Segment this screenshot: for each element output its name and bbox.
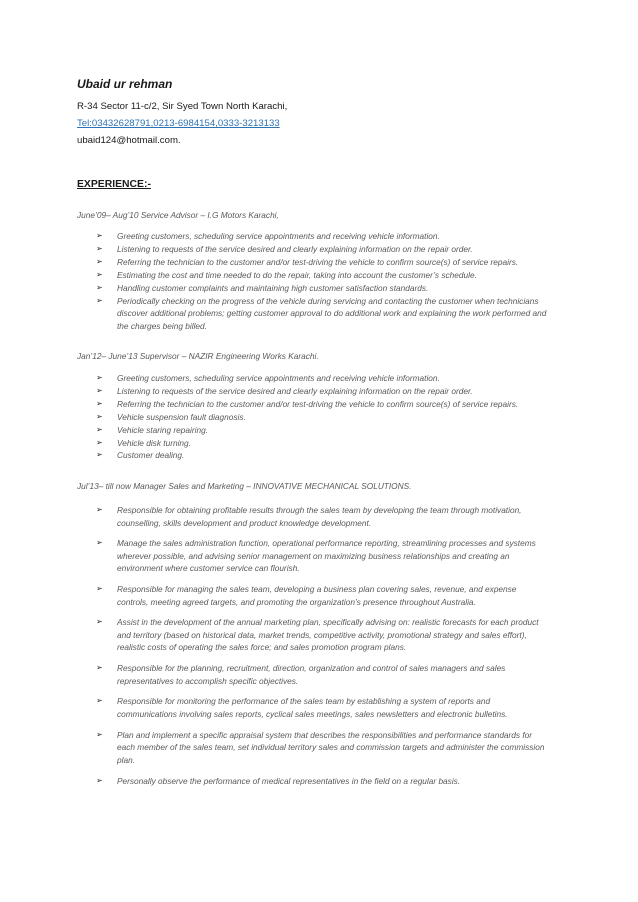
duty-item <box>96 243 556 256</box>
duty-text: Customer dealing. <box>117 450 185 461</box>
arrow-bullet-icon: ➢ <box>96 231 103 240</box>
arrow-bullet-icon: ➢ <box>96 617 103 627</box>
arrow-bullet-icon: ➢ <box>96 729 103 739</box>
duty-text: Estimating the cost and time needed to do the repair, taking into account the customer’s schedule. <box>117 269 477 280</box>
duty-item <box>96 504 550 529</box>
duty-text: Responsible for managing the sales team, developing a business plan covering sales, revenue, and expense controls, meeting agreed targets, and promoting the organization’s presence throughout Australia. <box>117 584 517 607</box>
arrow-bullet-icon: ➢ <box>96 538 103 548</box>
duty-item <box>96 616 550 654</box>
duty-item <box>96 695 550 720</box>
duty-item <box>96 449 556 462</box>
duty-text: Greeting customers, scheduling service appointments and receiving vehicle information. <box>117 373 440 383</box>
job-duties-list <box>96 504 550 795</box>
arrow-bullet-icon: ➢ <box>96 450 103 460</box>
duty-text: Plan and implement a specific appraisal system that describes the responsibilities and performance standards for each member of the sales team, set individual territory sales and commission targets and administer the commission plan. <box>117 729 545 765</box>
duty-text: Handling customer complaints and maintaining high customer satisfaction standards. <box>117 282 429 293</box>
duty-text: Referring the technician to the customer and/or test-driving the vehicle to confirm source(s) of service repairs. <box>117 256 519 267</box>
duty-text: Responsible for obtaining profitable results through the sales team by developing the team through motivation, counselling, skills development and product knowledge development. <box>117 505 522 528</box>
duty-item <box>96 372 556 385</box>
arrow-bullet-icon: ➢ <box>96 398 103 408</box>
duty-item <box>96 583 550 608</box>
arrow-bullet-icon: ➢ <box>96 696 103 706</box>
duty-text: Vehicle suspension fault diagnosis. <box>117 411 246 422</box>
arrow-bullet-icon: ➢ <box>96 243 103 253</box>
duty-text: Manage the sales administration function, operational performance reporting, streamlining processes and systems wherever possible, and advising senior management on maximizing business relationships and creating an environment where customer service can flourish. <box>117 538 536 574</box>
job-duties-list <box>96 372 556 462</box>
arrow-bullet-icon: ➢ <box>96 584 103 594</box>
arrow-bullet-icon: ➢ <box>96 295 103 305</box>
arrow-bullet-icon: ➢ <box>96 269 103 279</box>
duty-item <box>96 256 556 269</box>
duty-text: Listening to requests of the service desired and clearly explaining information on the repair order. <box>117 385 473 396</box>
duty-item <box>96 295 556 334</box>
duty-text: Vehicle staring repairing. <box>117 424 209 435</box>
arrow-bullet-icon: ➢ <box>96 505 103 514</box>
duty-text: Assist in the development of the annual marketing plan, specifically advising on: realistic forecasts for each product and territory (based on historical data, market trends, competitive activity, promotional strategy and sales effort), realistic costs of operating the sales force; and sales promotion program plans. <box>117 617 539 653</box>
arrow-bullet-icon: ➢ <box>96 373 103 382</box>
duty-item <box>96 230 556 243</box>
duty-item <box>96 537 550 575</box>
arrow-bullet-icon: ➢ <box>96 424 103 434</box>
job-heading: Jan’12– June’13 Supervisor – NAZIR Engineering Works Karachi. <box>77 351 319 361</box>
arrow-bullet-icon: ➢ <box>96 256 103 266</box>
duty-item <box>96 282 556 295</box>
duty-text: Periodically checking on the progress of the vehicle during servicing and contacting the customer when technicians discover additional problems; getting customer approval to do additional work and explaining the work performed and the charges being billed. <box>117 295 547 332</box>
arrow-bullet-icon: ➢ <box>96 282 103 292</box>
job-duties-list <box>96 230 556 333</box>
duty-text: Responsible for monitoring the performance of the sales team by establishing a system of reports and communications involving sales reports, cyclical sales meetings, sales newsletters and electronic bulletins. <box>117 696 508 719</box>
duty-item <box>96 398 556 411</box>
arrow-bullet-icon: ➢ <box>96 437 103 447</box>
duty-text: Listening to requests of the service desired and clearly explaining information on the repair order. <box>117 243 473 254</box>
arrow-bullet-icon: ➢ <box>96 411 103 421</box>
duty-item <box>96 775 550 788</box>
duty-item <box>96 385 556 398</box>
arrow-bullet-icon: ➢ <box>96 775 103 785</box>
duty-text: Vehicle disk turning. <box>117 437 191 448</box>
job-heading: Jul’13– till now Manager Sales and Marketing – INNOVATIVE MECHANICAL SOLUTIONS. <box>77 481 412 491</box>
duty-text: Referring the technician to the customer and/or test-driving the vehicle to confirm source(s) of service repairs. <box>117 398 519 409</box>
duty-text: Personally observe the performance of medical representatives in the field on a regular basis. <box>117 775 461 786</box>
duty-item <box>96 424 556 437</box>
section-title-experience: EXPERIENCE:- <box>77 179 151 190</box>
applicant-name: Ubaid ur rehman <box>77 77 173 91</box>
arrow-bullet-icon: ➢ <box>96 385 103 395</box>
phone-link[interactable]: Tel:03432628791,0213-6984154,0333-3213133 <box>77 118 280 129</box>
duty-item <box>96 269 556 282</box>
duty-item <box>96 437 556 450</box>
duty-item <box>96 662 550 687</box>
duty-item <box>96 411 556 424</box>
duty-item <box>96 729 550 767</box>
email: ubaid124@hotmail.com. <box>77 135 181 146</box>
arrow-bullet-icon: ➢ <box>96 663 103 673</box>
duty-text: Greeting customers, scheduling service appointments and receiving vehicle information. <box>117 231 440 241</box>
job-heading: June’09– Aug’10 Service Advisor – I.G Motors Karachi, <box>77 210 279 220</box>
address: R-34 Sector 11-c/2, Sir Syed Town North Karachi, <box>77 101 288 112</box>
duty-text: Responsible for the planning, recruitment, direction, organization and control of sales managers and sales representatives to accomplish specific objectives. <box>117 663 506 686</box>
